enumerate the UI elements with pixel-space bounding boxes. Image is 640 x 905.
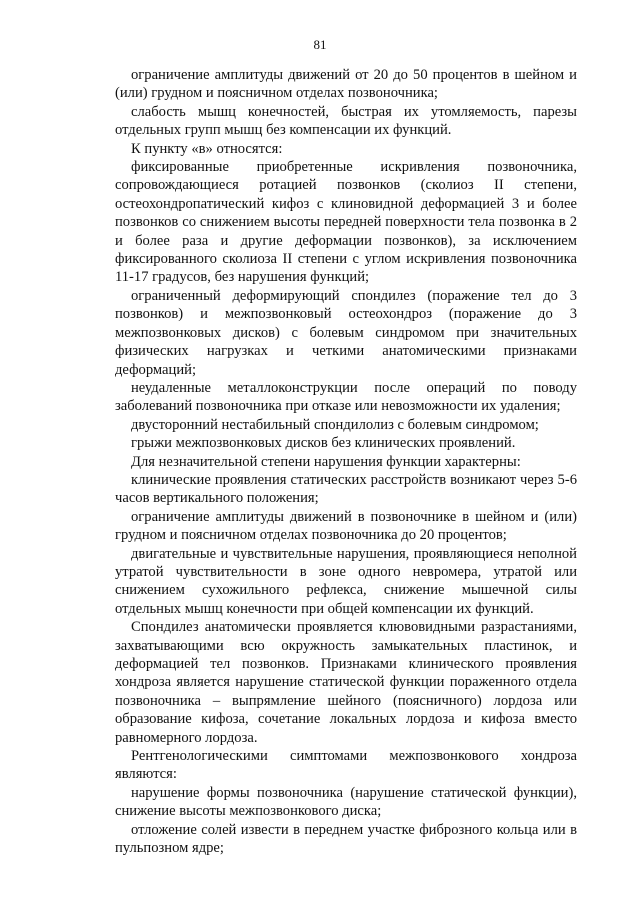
paragraph: ограничение амплитуды движений в позвоночнике в шейном и (или) грудном и поясничном отделах позвоночника до 20 процентов; bbox=[115, 508, 577, 544]
paragraph: К пункту «в» относятся: bbox=[131, 140, 283, 157]
paragraph: слабость мышц конечностей, быстрая их утомляемость, парезы отдельных групп мышц без компенсации их функций. bbox=[115, 103, 577, 139]
paragraph: отложение солей извести в переднем участке фиброзного кольца или в пульпозном ядре; bbox=[115, 821, 577, 857]
paragraph: двусторонний нестабильный спондилолиз с болевым синдромом; bbox=[131, 416, 539, 433]
paragraph: Спондилез анатомически проявляется клювовидными разрастаниями, захватывающими всю окружность замыкательных пластинок, и деформацией тел позвонков. Признаками клинического проявления хондроза является нарушение статической функции пораженного отдела позвоночника – выпрямление шейного (поясничного) лордоза или образование кифоза, сочетание локальных лордоза и кифоза вместо равномерного лордоза. bbox=[115, 619, 577, 746]
paragraph: фиксированные приобретенные искривления позвоночника, сопровождающиеся ротацией позвонков (сколиоз II степени, остеохондропатический кифоз с клиновидной деформацией 3 и более позвонков со снижением высоты передней поверхности тела позвонка в 2 и более раза и другие деформации позвонков), за исключением фиксированного сколиоза II степени с углом искривления позвоночника 11-17 градусов, без нарушения функций; bbox=[115, 159, 577, 286]
document-body bbox=[115, 66, 577, 857]
paragraph: ограничение амплитуды движений от 20 до 50 процентов в шейном и (или) грудном и поясничном отделах позвоночника; bbox=[115, 67, 577, 102]
paragraph: нарушение формы позвоночника (нарушение статической функции), снижение высоты межпозвонкового диска; bbox=[115, 784, 577, 820]
paragraph: Для незначительной степени нарушения функции характерны: bbox=[131, 453, 521, 470]
paragraph: грыжи межпозвонковых дисков без клинических проявлений. bbox=[131, 435, 516, 452]
paragraph: Рентгенологическими симптомами межпозвонкового хондроза являются: bbox=[115, 748, 577, 783]
page-number: 81 bbox=[313, 37, 327, 52]
paragraph: ограниченный деформирующий спондилез (поражение тел до 3 позвонков) и межпозвонковый остеохондроз (поражение до 3 межпозвонковых дисков) с болевым синдромом при значительных физических нагрузках и четкими анатомическими признаками деформаций; bbox=[115, 287, 577, 378]
paragraph: неудаленные металлоконструкции после операций по поводу заболеваний позвоночника при отказе или невозможности их удаления; bbox=[115, 379, 577, 415]
paragraph: двигательные и чувствительные нарушения, проявляющиеся неполной утратой чувствительности в зоне одного невромера, утратой или снижением сухожильного рефлекса, снижение мышечной силы отдельных мышц конечности при общей компенсации их функций. bbox=[115, 545, 577, 617]
paragraph: клинические проявления статических расстройств возникают через 5-6 часов вертикального положения; bbox=[115, 471, 577, 507]
